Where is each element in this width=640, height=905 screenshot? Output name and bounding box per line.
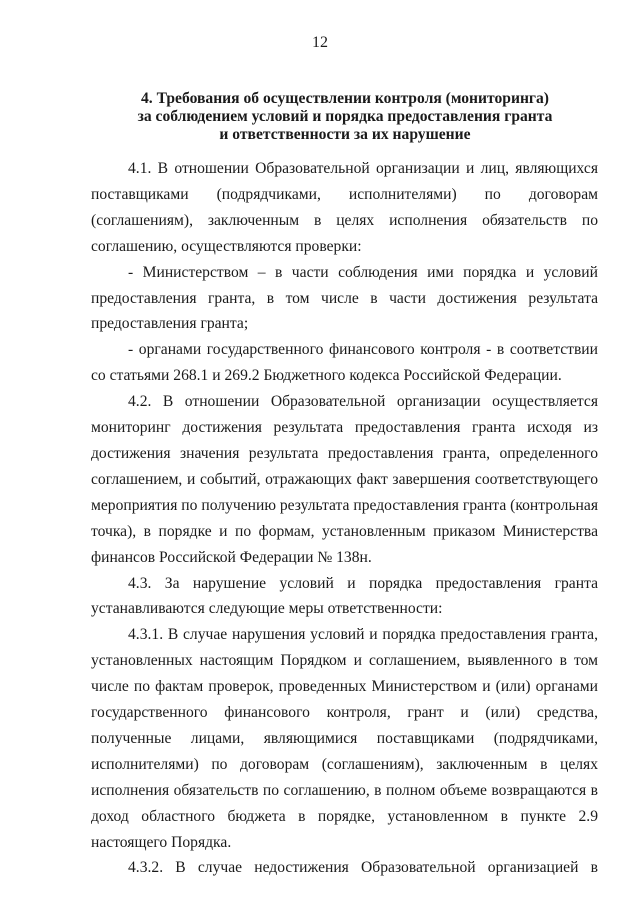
paragraph-4-3-2: 4.3.2. В случае недостижения Образовательной организацией в bbox=[128, 859, 598, 877]
section-heading-line-3: и ответственности за их нарушение bbox=[219, 126, 471, 143]
list-item-ministry: - Министерством – в части соблюдения ими порядка и условий предоставления гранта, в том числе в части достижения результата предоставления гранта; bbox=[91, 263, 598, 333]
paragraph-4-2: 4.2. В отношении Образовательной организации осуществляется мониторинг достижения результата предоставления гранта исходя из достижения значения результата предоставления гранта, определенного соглашением, и событий, отражающих факт завершения соответствующего мероприятия по получению результата предоставления гранта (контрольная точка), в порядке и по формам, установленным приказом Министерства финансов Российской Федерации № 138н. bbox=[91, 393, 598, 566]
paragraph-4-3-1: 4.3.1. В случае нарушения условий и порядка предоставления гранта, установленных настоящим Порядком и соглашением, выявленного в том числе по фактам проверок, проведенных Министерством и (или) органами государственного финансового контроля, грант и (или) средства, полученные лицами, являющимися поставщиками (подрядчиками, исполнителями) по договорам (соглашениям), заключенным в целях исполнения обязательств по соглашению, в полном объеме возвращаются в доход областного бюджета в порядке, установленном в пункте 2.9 настоящего Порядка. bbox=[91, 626, 598, 851]
paragraph-4-3: 4.3. За нарушение условий и порядка предоставления гранта устанавливаются следующие меры ответственности: bbox=[91, 574, 598, 618]
paragraph-4-1: 4.1. В отношении Образовательной организации и лиц, являющихся поставщиками (подрядчиками, исполнителями) по договорам (соглашениям), заключенным в целях исполнения обязательств по соглашению, осуществляются проверки: bbox=[91, 160, 598, 255]
section-heading-line-1: 4. Требования об осуществлении контроля (мониторинга) bbox=[140, 90, 549, 107]
document-body bbox=[91, 156, 598, 881]
section-heading-line-2: за соблюдением условий и порядка предоставления гранта bbox=[137, 108, 553, 125]
page-number: 12 bbox=[312, 34, 328, 51]
list-item-financial-control: - органами государственного финансового контроля - в соответствии со статьями 268.1 и 269.2 Бюджетного кодекса Российской Федерации. bbox=[91, 341, 598, 385]
section-heading bbox=[90, 90, 600, 144]
